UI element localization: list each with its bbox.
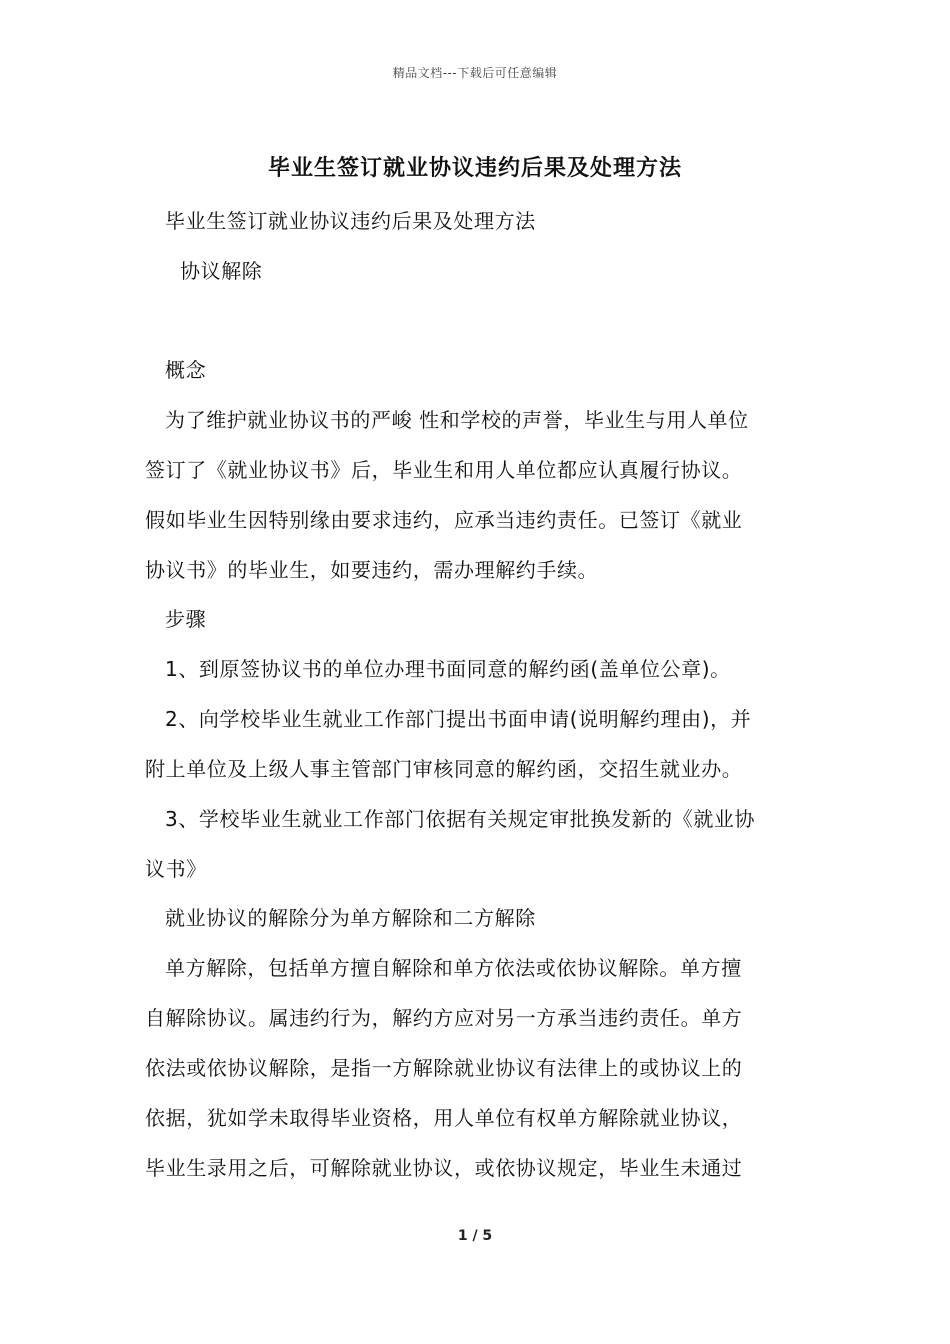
body-line: 毕业生签订就业协议违约后果及处理方法 [165, 209, 536, 233]
body-line: 协议书》的毕业生，如要违约，需办理解约手续。 [145, 558, 599, 582]
list-item: 2、向学校毕业生就业工作部门提出书面申请(说明解约理由)，并 [165, 707, 752, 731]
body-line: 议书》 [145, 857, 207, 881]
section-heading: 步骤 [165, 607, 207, 631]
section-heading: 协议解除 [180, 259, 263, 283]
body-line: 假如毕业生因特别缘由要求违约，应承当违约责任。已签订《就业 [145, 508, 743, 532]
section-heading: 就业协议的解除分为单方解除和二方解除 [165, 906, 536, 930]
body-line: 单方解除，包括单方擅自解除和单方依法或依协议解除。单方擅 [165, 956, 742, 980]
body-line: 毕业生录用之后，可解除就业协议，或依协议规定，毕业生未通过 [145, 1156, 743, 1180]
list-item: 3、学校毕业生就业工作部门依据有关规定审批换发新的《就业协 [165, 807, 756, 831]
list-item: 1、到原签协议书的单位办理书面同意的解约函(盖单位公章)。 [165, 657, 731, 681]
body-line: 签订了《就业协议书》后，毕业生和用人单位都应认真履行协议。 [145, 458, 743, 482]
page-number: 1 / 5 [457, 1228, 493, 1244]
document-title: 毕业生签订就业协议违约后果及处理方法 [267, 156, 682, 181]
body-line: 依法或依协议解除，是指一方解除就业协议有法律上的或协议上的 [145, 1056, 743, 1080]
body-line: 为了维护就业协议书的严峻 性和学校的声誉，毕业生与用人单位 [165, 408, 749, 432]
body-line: 附上单位及上级人事主管部门审核同意的解约函，交招生就业办。 [145, 757, 743, 781]
header-note: 精品文档---下载后可任意编辑 [392, 66, 558, 80]
body-line: 依据，犹如学未取得毕业资格，用人单位有权单方解除就业协议， [145, 1106, 743, 1130]
section-heading: 概念 [165, 358, 207, 382]
body-line: 自解除协议。属违约行为，解约方应对另一方承当违约责任。单方 [145, 1006, 743, 1030]
